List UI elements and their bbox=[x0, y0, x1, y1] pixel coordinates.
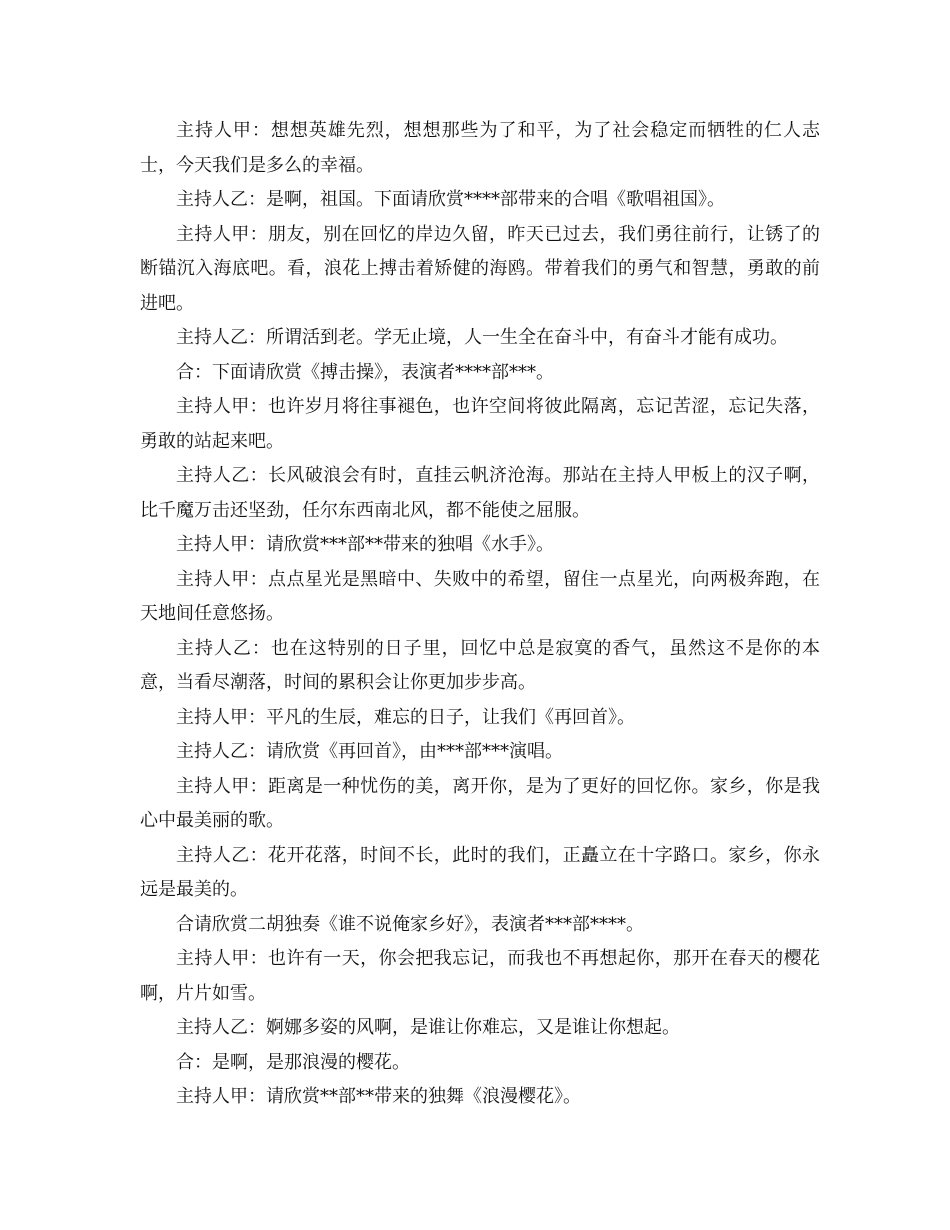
paragraph: 主持人甲：点点星光是黑暗中、失败中的希望，留住一点星光，向两极奔跑，在天地间任意悠扬。 bbox=[140, 568, 820, 624]
paragraph: 合：是啊，是那浪漫的樱花。 bbox=[176, 1051, 410, 1073]
paragraph: 主持人乙：婀娜多姿的风啊，是谁让你难忘，又是谁让你想起。 bbox=[176, 1017, 680, 1038]
paragraph: 主持人乙：也在这特别的日子里，回忆中总是寂寞的香气，虽然这不是你的本意，当看尽潮落，时间的累积会让你更加步步高。 bbox=[140, 637, 820, 693]
paragraph: 主持人甲：请欣赏***部**带来的独唱《水手》。 bbox=[176, 534, 554, 555]
paragraph: 主持人乙：是啊，祖国。下面请欣赏****部带来的合唱《歌唱祖国》。 bbox=[176, 189, 725, 210]
paragraph: 合请欣赏二胡独奏《谁不说俺家乡好》，表演者***部****。 bbox=[176, 913, 644, 935]
paragraph: 主持人甲：平凡的生辰，难忘的日子，让我们《再回首》。 bbox=[176, 706, 635, 728]
paragraph: 主持人甲：朋友，别在回忆的岸边久留，昨天已过去，我们勇往前行，让锈了的断锚沉入海底吧。看，浪花上搏击着矫健的海鸥。带着我们的勇气和智慧，勇敢的前进吧。 bbox=[140, 223, 820, 314]
paragraph: 主持人甲：想想英雄先烈，想想那些为了和平，为了社会稳定而牺牲的仁人志士，今天我们是多么的幸福。 bbox=[140, 120, 820, 176]
paragraph: 主持人乙：所谓活到老。学无止境，人一生全在奋斗中，有奋斗才能有成功。 bbox=[176, 327, 788, 348]
paragraph: 主持人乙：长风破浪会有时，直挂云帆济沧海。那站在主持人甲板上的汉子啊，比千魔万击还坚劲，任尔东西南北风，都不能使之屈服。 bbox=[140, 465, 820, 521]
document-body bbox=[140, 114, 820, 1115]
paragraph: 主持人甲：请欣赏**部**带来的独舞《浪漫樱花》。 bbox=[176, 1086, 581, 1107]
paragraph: 主持人甲：也许有一天，你会把我忘记，而我也不再想起你，那开在春天的樱花啊，片片如雪。 bbox=[140, 948, 820, 1004]
paragraph: 主持人乙：请欣赏《再回首》，由***部***演唱。 bbox=[176, 741, 563, 762]
paragraph: 主持人乙：花开花落，时间不长，此时的我们，正矗立在十字路口。家乡，你永远是最美的。 bbox=[140, 844, 820, 900]
paragraph: 合：下面请欣赏《搏击操》，表演者****部***。 bbox=[176, 361, 554, 383]
paragraph: 主持人甲：距离是一种忧伤的美，离开你，是为了更好的回忆你。家乡，你是我心中最美丽的歌。 bbox=[140, 775, 820, 831]
paragraph: 主持人甲：也许岁月将往事褪色，也许空间将彼此隔离，忘记苦涩，忘记失落，勇敢的站起来吧。 bbox=[140, 396, 820, 452]
